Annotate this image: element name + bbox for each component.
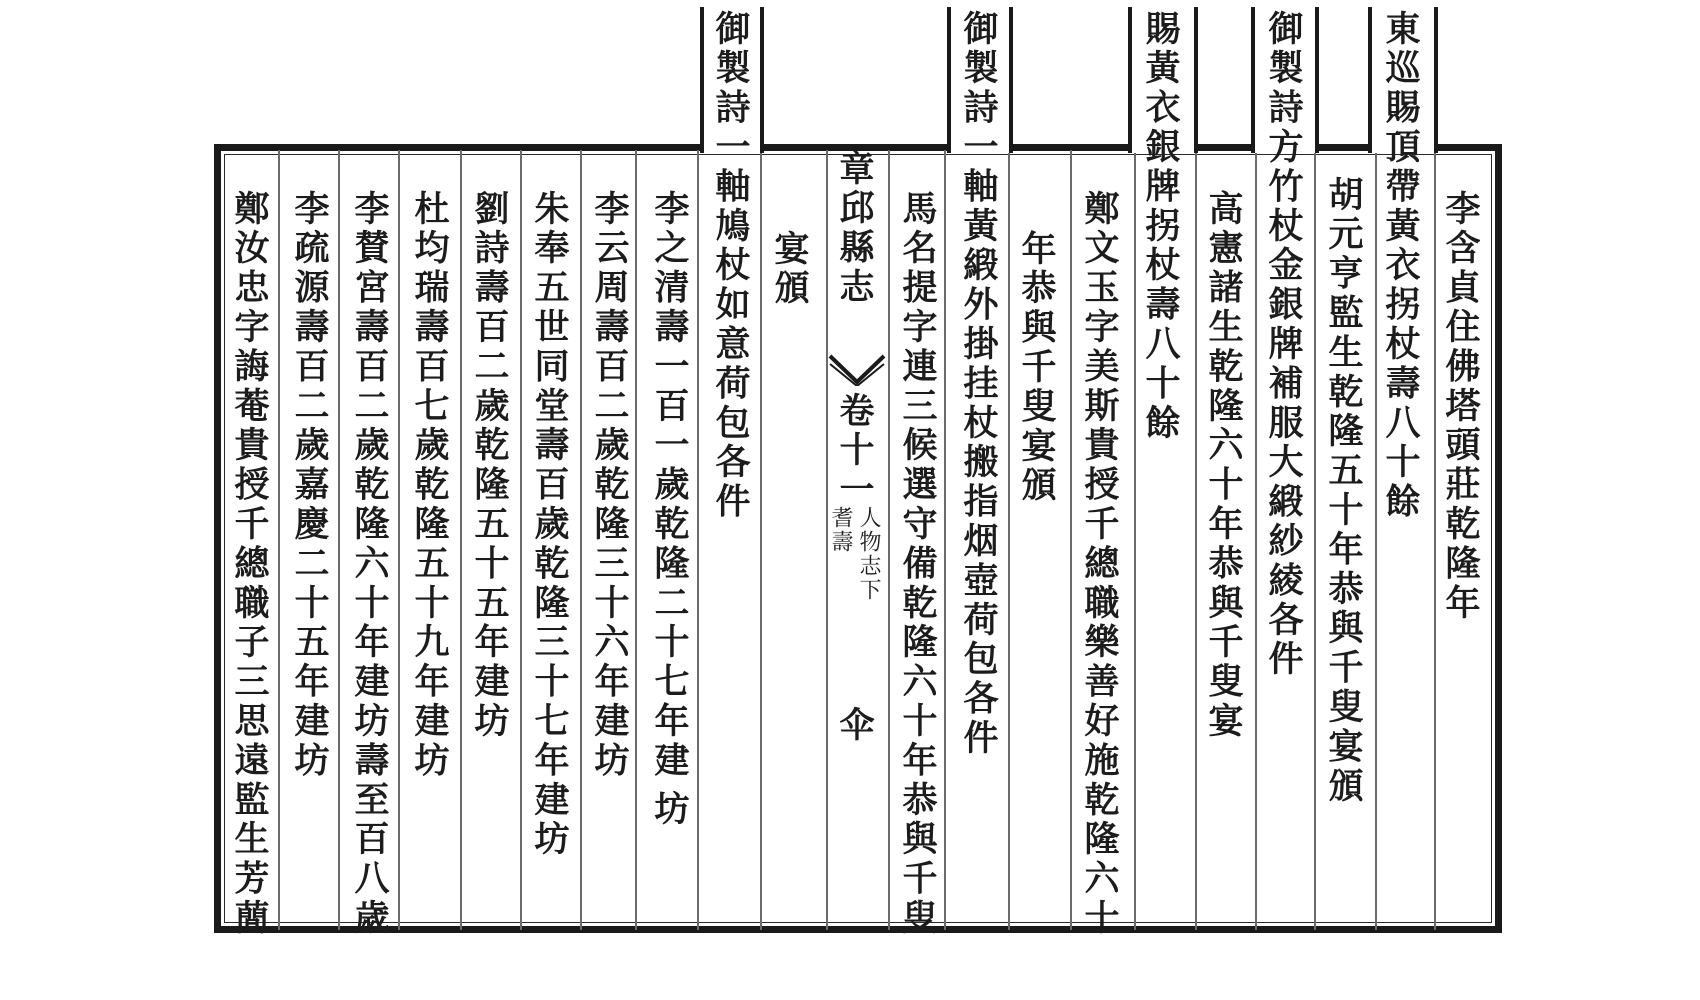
- entry-text: 劉詩壽百二歲乾隆五十五年建坊: [469, 190, 510, 742]
- entry-text: 馬名提字連三候選守備乾隆六十年恭與千叟: [897, 190, 938, 939]
- column-rule: [1195, 150, 1197, 930]
- column-rule: [1008, 150, 1010, 930]
- entry-text: 宴頒: [769, 230, 810, 309]
- entry-text: 李賛宮壽百二歲乾隆六十年建坊壽至百八歲: [349, 190, 390, 939]
- column-rule: [1255, 150, 1257, 930]
- page-number: 伞: [834, 706, 875, 746]
- entry-text: 胡元亨監生乾隆五十年恭與千叟宴頒: [1323, 176, 1364, 807]
- column-rule: [697, 150, 699, 930]
- heading-text: 賜黃衣銀牌拐杖壽八十餘: [1140, 10, 1181, 444]
- heading-text: 御製詩一軸鳩杖如意荷包各件: [710, 10, 751, 523]
- column-rule: [888, 150, 890, 930]
- entry-text: 坊: [649, 790, 690, 830]
- column-rule: [1134, 150, 1136, 930]
- volume-number: 卷十一: [834, 392, 875, 511]
- column-rule: [1434, 150, 1436, 930]
- heading-text: 御製詩方竹杖金銀牌補服大緞紗綾各件: [1263, 10, 1304, 680]
- column-rule: [278, 150, 280, 930]
- heading-text: 御製詩一軸黃緞外掛挂杖搬指烟壺荷包各件: [958, 10, 999, 759]
- book-title: 章邱縣志: [834, 150, 875, 308]
- fishtail-ornament: [828, 352, 886, 386]
- heading-text: 東巡賜頂帶黃衣拐杖壽八十餘: [1380, 10, 1421, 523]
- column-rule: [760, 150, 762, 930]
- column-rule: [635, 150, 637, 930]
- entry-text: 年恭與千叟宴頒: [1016, 230, 1057, 506]
- entry-text: 李疏源壽百二歲嘉慶二十五年建坊: [289, 190, 330, 781]
- column-rule: [944, 150, 946, 930]
- entry-text: 高憲諸生乾隆六十年恭與千叟宴: [1203, 190, 1244, 742]
- entry-text: 鄭汝忠字誨菴貴授千總職子三思遠監生芳蕳: [229, 190, 270, 939]
- entry-text: 杜均瑞壽百七歲乾隆五十九年建坊: [409, 190, 450, 781]
- section-subtitle: 耆壽: [828, 506, 853, 554]
- entry-text: 李云周壽百二歲乾隆三十六年建坊: [589, 190, 630, 781]
- column-rule: [1314, 150, 1316, 930]
- column-rule: [338, 150, 340, 930]
- column-rule: [520, 150, 522, 930]
- column-rule: [1375, 150, 1377, 930]
- column-rule: [398, 150, 400, 930]
- entry-text: 朱奉五世同堂壽百歲乾隆三十七年建坊: [529, 190, 570, 860]
- entry-text: 李含貞住佛塔頭莊乾隆年: [1440, 190, 1481, 624]
- entry-text: 鄭文玉字美斯貴授千總職樂善好施乾隆六十: [1079, 190, 1120, 939]
- section-title: 人物志下: [856, 506, 881, 602]
- column-rule: [580, 150, 582, 930]
- column-rule: [460, 150, 462, 930]
- column-rule: [1070, 150, 1072, 930]
- entry-text: 李之清壽一百一歲乾隆二十七年建: [649, 190, 690, 781]
